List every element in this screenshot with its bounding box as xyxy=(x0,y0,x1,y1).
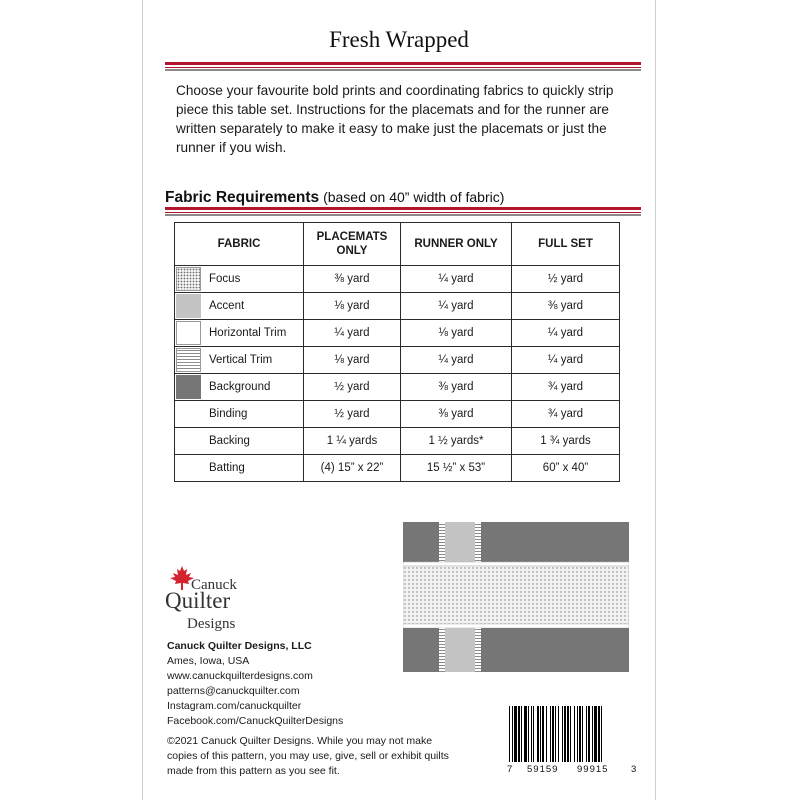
full-set-cell: ¾ yard xyxy=(512,401,620,428)
header-placemats-label: PLACEMATS ONLY xyxy=(316,231,388,257)
intro-paragraph: Choose your favourite bold prints and coordinating fabrics to quickly strip piece this table set. Instructions for the placemats and for the runner are written separately to make it easy to make just the placemats or just the runner if you wish. xyxy=(176,83,614,155)
table-row xyxy=(175,401,620,428)
placemats-cell: ½ yard xyxy=(304,374,401,401)
canuck-quilter-logo xyxy=(165,565,285,635)
header-placemats xyxy=(304,223,401,266)
bottom-accent-strip xyxy=(445,628,475,672)
page-title: Fresh Wrapped xyxy=(329,27,469,52)
contact-location: Ames, Iowa, USA xyxy=(167,655,250,667)
barcode-digit-first: 7 xyxy=(507,764,513,775)
table-row xyxy=(175,320,620,347)
fabric-requirements-table xyxy=(174,222,620,482)
contact-info xyxy=(167,639,343,729)
contact-instagram: Instagram.com/canuckquilter xyxy=(167,700,302,712)
bottom-vertical-trim-right xyxy=(475,628,481,672)
runner-cell: 1 ½ yards* xyxy=(401,428,512,455)
fabric-name: Background xyxy=(209,381,271,393)
horizontal-trim-bottom xyxy=(403,624,629,628)
fabric-cell xyxy=(175,374,304,401)
runner-cell: ¼ yard xyxy=(401,293,512,320)
table-row xyxy=(175,347,620,374)
header-runner: RUNNER ONLY xyxy=(401,223,512,266)
barcode-digit-last: 3 xyxy=(631,764,637,775)
full-set-cell: 1 ¾ yards xyxy=(512,428,620,455)
logo-line-quilter: Quilter xyxy=(165,588,231,613)
full-set-cell: ¾ yard xyxy=(512,374,620,401)
logo-line-designs: Designs xyxy=(187,616,236,632)
table-row xyxy=(175,428,620,455)
barcode-digits-right: 99915 xyxy=(577,764,609,775)
fabric-requirements-note: (based on 40” width of fabric) xyxy=(319,189,505,205)
runner-cell: ⅛ yard xyxy=(401,320,512,347)
full-set-cell: ¼ yard xyxy=(512,347,620,374)
contact-facebook: Facebook.com/CanuckQuilterDesigns xyxy=(167,715,344,727)
table-row xyxy=(175,266,620,293)
placemats-cell: ⅜ yard xyxy=(304,266,401,293)
header-fabric: FABRIC xyxy=(175,223,304,266)
header-full-set: FULL SET xyxy=(512,223,620,266)
fabric-name: Binding xyxy=(209,408,248,420)
barcode-bars xyxy=(507,706,639,762)
horizontal-trim-swatch xyxy=(176,321,201,345)
fabric-cell xyxy=(175,293,304,320)
table-row xyxy=(175,293,620,320)
fabric-cell xyxy=(175,401,304,428)
fabric-requirements-title: Fabric Requirements xyxy=(165,189,320,206)
fabric-cell xyxy=(175,347,304,374)
table-row xyxy=(175,374,620,401)
runner-cell: ¼ yard xyxy=(401,347,512,374)
placemats-cell: ¼ yard xyxy=(304,320,401,347)
fabric-name: Backing xyxy=(209,435,250,447)
full-set-cell: ⅜ yard xyxy=(512,293,620,320)
top-vertical-trim-right xyxy=(475,522,481,562)
table-row xyxy=(175,455,620,482)
runner-cell: ⅜ yard xyxy=(401,374,512,401)
full-set-cell: ½ yard xyxy=(512,266,620,293)
focus-center-panel xyxy=(403,566,629,624)
fabric-name: Accent xyxy=(209,300,245,312)
horizontal-trim-top xyxy=(403,562,629,566)
fabric-requirements-heading xyxy=(165,189,504,207)
full-set-cell: 60” x 40” xyxy=(512,455,620,482)
contact-email: patterns@canuckquilter.com xyxy=(167,685,300,697)
fabric-cell xyxy=(175,428,304,455)
focus-swatch xyxy=(176,267,201,291)
contact-website: www.canuckquilterdesigns.com xyxy=(167,670,313,682)
bottom-placemat xyxy=(403,628,629,672)
bottom-vertical-trim-left xyxy=(439,628,445,672)
fabric-name: Focus xyxy=(209,273,241,285)
pattern-back-cover xyxy=(142,0,656,800)
vertical-trim-swatch xyxy=(176,348,201,372)
table-header-row xyxy=(175,223,620,266)
table-runner-illustration xyxy=(403,522,629,694)
title-divider xyxy=(165,62,641,71)
barcode-digits-left: 59159 xyxy=(527,764,559,775)
placemats-cell: ⅛ yard xyxy=(304,347,401,374)
runner-cell: ¼ yard xyxy=(401,266,512,293)
placemats-cell: ⅛ yard xyxy=(304,293,401,320)
fabric-name: Horizontal Trim xyxy=(209,327,287,339)
fabric-cell xyxy=(175,455,304,482)
fabric-cell xyxy=(175,320,304,347)
top-accent-strip xyxy=(445,522,475,562)
logo-line-canuck: Canuck xyxy=(191,577,237,593)
fabric-name: Batting xyxy=(209,462,245,474)
fabric-divider xyxy=(165,207,641,216)
full-set-cell: ¼ yard xyxy=(512,320,620,347)
runner-cell: 15 ½” x 53” xyxy=(401,455,512,482)
fabric-cell xyxy=(175,266,304,293)
copyright-notice: ©2021 Canuck Quilter Designs. While you may not make copies of this pattern, you may use, give, sell or exhibit quilts made from this pattern as you see fit. xyxy=(167,735,449,777)
runner-cell: ⅜ yard xyxy=(401,401,512,428)
top-vertical-trim-left xyxy=(439,522,445,562)
top-placemat xyxy=(403,522,629,562)
company-name: Canuck Quilter Designs, LLC xyxy=(167,640,312,652)
accent-swatch xyxy=(176,294,201,318)
barcode xyxy=(507,706,639,776)
placemats-cell: 1 ¼ yards xyxy=(304,428,401,455)
placemats-cell: (4) 15” x 22” xyxy=(304,455,401,482)
background-swatch xyxy=(176,375,201,399)
fabric-name: Vertical Trim xyxy=(209,354,273,366)
placemats-cell: ½ yard xyxy=(304,401,401,428)
